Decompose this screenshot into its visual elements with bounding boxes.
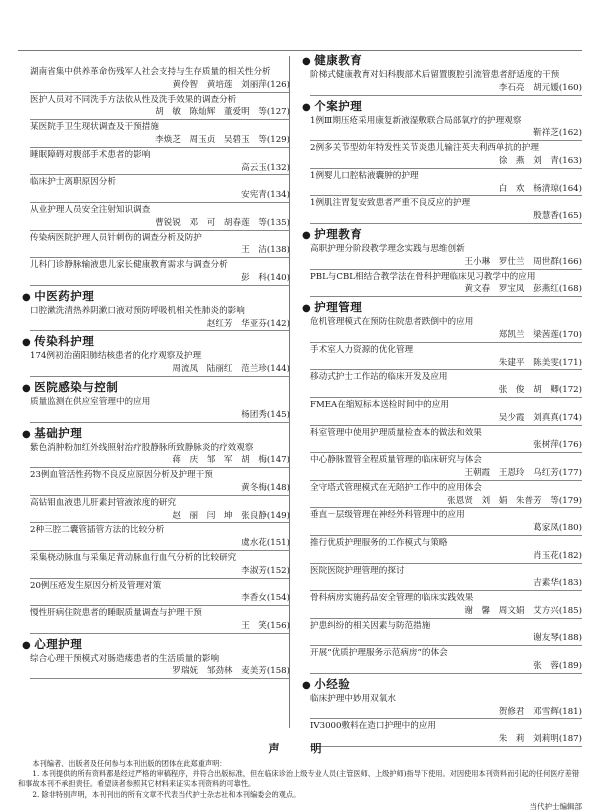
- toc-entry[interactable]: [22, 442, 290, 469]
- section-heading-label: 健康教育: [314, 53, 363, 67]
- entry-authors-page: 葛家凤(180): [310, 522, 582, 536]
- entry-title: 医护人员对不同洗手方法依从性及洗手效果的调查分析: [30, 94, 237, 105]
- entry-authors-page: 黄冬梅(148): [30, 482, 290, 496]
- entry-authors-page: 黄伶智 黄培莲 刘丽萍(126): [30, 79, 290, 93]
- toc-entry[interactable]: [302, 197, 582, 224]
- section-heading-label: 基础护理: [34, 425, 83, 440]
- entry-title: 1例Ⅲ期压疮采用康复新液湿敷联合局部氧疗的护理观察: [310, 115, 522, 126]
- toc-entry[interactable]: [22, 121, 290, 148]
- toc-entry[interactable]: [22, 204, 290, 231]
- entry-authors-page: 王 笑(156): [30, 620, 290, 634]
- entry-title: 阶梯式健康教育对妇科腹部术后留置腹腔引流管患者舒适度的干预: [310, 70, 560, 80]
- statement-body: [18, 759, 582, 800]
- entry-title: 中心静脉置管全程质量管理的临床研究与体会: [310, 455, 482, 466]
- entry-title: 从业护理人员安全注射知识调查: [30, 204, 151, 215]
- entry-authors-page: 李焕芝 周玉贞 吴碧玉 等(129): [30, 134, 290, 148]
- entry-authors-page: 曹锐锐 邓 可 胡春莲 等(135): [30, 217, 290, 231]
- bullet-icon: ●: [302, 303, 312, 315]
- entry-title: 睡眠障碍对腹部手术患者的影响: [30, 149, 151, 160]
- entry-title: 医院医院护理管理的探讨: [310, 565, 405, 576]
- entry-title: 综合心理干预模式对肠造瘘患者的生活质量的影响: [30, 653, 220, 664]
- entry-title: 移动式护士工作站的临床开发及应用: [310, 372, 448, 383]
- toc-entry[interactable]: [22, 580, 290, 607]
- toc-entry[interactable]: [302, 620, 582, 647]
- entry-authors-page: 肖玉花(182): [310, 550, 582, 564]
- entry-authors-page: 白 欢 杨清琼(164): [310, 183, 582, 197]
- toc-entry[interactable]: [22, 497, 290, 524]
- entry-authors-page: 朱 莉 刘莉明(187): [310, 733, 582, 747]
- bullet-icon: ●: [22, 639, 32, 651]
- entry-title: 护患纠纷的相关因素与防范措施: [310, 620, 431, 631]
- toc-entry[interactable]: [22, 396, 290, 423]
- entry-title: 采集桡动脉血与采集足背动脉血行血气分析的比较研究: [30, 552, 237, 563]
- entry-authors-page: 蒋 庆 邹 军 胡 梅(147): [30, 454, 290, 468]
- entry-title: 危机管理模式在预防住院患者跌倒中的应用: [310, 317, 474, 328]
- entry-authors-page: 王 洁(138): [30, 244, 290, 258]
- toc-entry[interactable]: [302, 170, 582, 197]
- entry-authors-page: 赵红芳 华亚芬(142): [30, 318, 290, 332]
- entry-authors-page: 虞水花(151): [30, 537, 290, 551]
- entry-title: 23例血管活性药物不良反应原因分析及护理干预: [30, 470, 213, 481]
- toc-entry[interactable]: [302, 142, 582, 169]
- toc-entry[interactable]: [22, 524, 290, 551]
- toc-entry[interactable]: [22, 653, 290, 680]
- section-heading: [22, 289, 290, 305]
- entry-title: 垂直－层级管理在神经外科管理中的应用: [310, 510, 465, 521]
- toc-entry[interactable]: [302, 344, 582, 371]
- entry-authors-page: 郑凯兰 梁茜莲(170): [310, 329, 582, 343]
- entry-title: 口腔漱洗清热养阴漱口液对预防呼吸机相关性肺炎的影响: [30, 305, 245, 316]
- entry-authors-page: 彭 科(140): [30, 272, 290, 286]
- section-heading-label: 个案护理: [314, 98, 363, 113]
- section-heading-label: 护理教育: [314, 226, 363, 241]
- toc-entry[interactable]: [302, 454, 582, 481]
- section-heading: [302, 53, 582, 69]
- entry-authors-page: 徐 燕 刘 青(163): [310, 155, 582, 169]
- entry-authors-page: 安宪青(134): [30, 189, 290, 203]
- entry-authors-page: 靳祥芝(162): [310, 127, 582, 141]
- entry-title: 临床护理中妙用双氧水: [310, 693, 396, 704]
- right-column: [302, 50, 582, 745]
- entry-authors-page: 王朝霞 王恩玲 乌红芳(177): [310, 467, 582, 481]
- entry-authors-page: 周流凤 陆丽红 范兰珍(144): [30, 363, 290, 377]
- entry-title: PBL与CBL相结合教学法在骨科护理临床见习教学中的应用: [310, 271, 536, 282]
- section-heading: [302, 677, 582, 693]
- statement-block: [18, 740, 582, 812]
- toc-entry[interactable]: [302, 271, 582, 298]
- entry-authors-page: 贺修君 邓雪辉(181): [310, 706, 582, 720]
- entry-authors-page: 李香女(154): [30, 592, 290, 606]
- section-heading: [302, 99, 582, 115]
- entry-authors-page: 殷慧香(165): [310, 210, 582, 224]
- bullet-icon: ●: [22, 291, 32, 303]
- entry-title: 儿科门诊静脉输液患儿家长健康教育需求与调查分析: [30, 260, 228, 271]
- toc-entry[interactable]: [22, 350, 290, 377]
- toc-columns: [22, 50, 582, 745]
- entry-authors-page: 张恩贤 刘 娟 朱普芳 等(179): [310, 495, 582, 509]
- entry-authors-page: 王小琳 罗仕兰 周世群(166): [310, 256, 582, 270]
- toc-entry[interactable]: [302, 565, 582, 592]
- entry-authors-page: 高云玉(132): [30, 162, 290, 176]
- entry-title: IV3000敷料在造口护理中的应用: [310, 721, 437, 732]
- section-heading: [302, 227, 582, 243]
- entry-authors-page: 朱建平 陈美雯(171): [310, 357, 582, 371]
- section-heading-label: 中医药护理: [34, 288, 95, 303]
- toc-entry[interactable]: [22, 607, 290, 634]
- entry-authors-page: 胡 敏 陈灿辉 董爱明 等(127): [30, 106, 290, 120]
- toc-entry[interactable]: [22, 305, 290, 332]
- toc-entry[interactable]: [302, 509, 582, 536]
- toc-entry[interactable]: [22, 259, 290, 286]
- entry-title: 高职护理分阶段教学理念实践与思维创新: [310, 243, 465, 254]
- entry-title: 手术室人力资源的优化管理: [310, 344, 414, 355]
- toc-entry[interactable]: [302, 69, 582, 96]
- section-heading: [22, 380, 290, 396]
- entry-authors-page: 吉素华(183): [310, 577, 582, 591]
- bullet-icon: ●: [22, 428, 32, 440]
- entry-title: 某医院手卫生现状调查及干预措施: [30, 122, 159, 133]
- toc-entry[interactable]: [22, 149, 290, 176]
- section-heading-label: 医院感染与控制: [34, 379, 119, 394]
- entry-title: 慢性肝病住院患者的睡眠质量调查与护理干预: [30, 608, 202, 619]
- entry-title: FMEA在缩短标本送检时间中的应用: [310, 399, 449, 410]
- toc-entry[interactable]: [302, 537, 582, 564]
- entry-authors-page: 杨团秀(145): [30, 409, 290, 423]
- toc-entry[interactable]: [22, 66, 290, 93]
- bullet-icon: ●: [22, 337, 32, 349]
- left-top-spacer: [22, 50, 290, 66]
- toc-entry[interactable]: [22, 469, 290, 496]
- statement-item: 2. 除非特别声明，本刊刊出的所有文章不代表当代护士杂志社和本刊编委会的观点。: [32, 789, 301, 799]
- entry-title: 2例多关节型幼年特发性关节炎患儿输注英夫利西单抗的护理: [310, 143, 539, 154]
- entry-authors-page: 张树萍(176): [310, 439, 582, 453]
- entry-authors-page: 谢 馨 周文娟 艾方兴(185): [310, 605, 582, 619]
- statement-item: 1. 本刊提供的所有资料都是经过严格的审稿程序，并符合出版标准，但在临床诊治上级专业人员(主管医师、上级护师)指导下使用。对因使用本刊资料而引起的任何医疗差错和事故本刊不承担责任。希望读者参照其它材料来证实本刊资料的可靠性。: [18, 769, 580, 789]
- section-heading-label: 传染科护理: [34, 334, 95, 349]
- toc-entry[interactable]: [302, 115, 582, 142]
- entry-title: 质量监测在供应室管理中的应用: [30, 396, 151, 407]
- entry-authors-page: 罗瑞妩 邹劲林 麦美芳(158): [30, 665, 290, 679]
- toc-entry[interactable]: [302, 243, 582, 270]
- entry-title: 传染病医院护理人员针刺伤的调查分析及防护: [30, 232, 202, 243]
- entry-authors-page: 李石亮 胡元媛(160): [310, 82, 582, 96]
- entry-title: 科室管理中使用护理质量检查本的做法和效果: [310, 427, 482, 438]
- bullet-icon: ●: [302, 229, 312, 241]
- section-heading-label: 心理护理: [34, 636, 83, 651]
- entry-title: 临床护士离职原因分析: [30, 177, 116, 188]
- entry-authors-page: 吴少霞 刘真真(174): [310, 412, 582, 426]
- toc-entry[interactable]: [22, 232, 290, 259]
- toc-entry[interactable]: [22, 94, 290, 121]
- toc-entry[interactable]: [302, 647, 582, 674]
- entry-title: 174例初治菌阳肺结核患者的化疗观察及护理: [30, 351, 202, 362]
- toc-entry[interactable]: [302, 371, 582, 398]
- section-heading: [22, 426, 290, 442]
- toc-entry[interactable]: [22, 176, 290, 203]
- toc-entry[interactable]: [302, 399, 582, 426]
- toc-entry[interactable]: [302, 693, 582, 720]
- entry-authors-page: 李淑芳(152): [30, 565, 290, 579]
- statement-title: 声 明: [268, 742, 332, 755]
- entry-title: 20例压疮发生原因分析及管理对策: [30, 580, 162, 591]
- entry-title: 全守塔式管理模式在无陪护工作中的应用体会: [310, 482, 482, 493]
- entry-title: 高钻钼血液患儿肝素封管液浓度的研究: [30, 497, 177, 508]
- toc-entry[interactable]: [302, 427, 582, 454]
- section-heading: [22, 334, 290, 350]
- entry-title: 紫色消肿粉加红外线照射治疗股静脉所致静脉炎的疗效观察: [30, 442, 254, 453]
- bullet-icon: ●: [302, 679, 312, 691]
- entry-authors-page: 赵 丽 闫 坤 张良静(149): [30, 510, 290, 524]
- section-heading: [22, 637, 290, 653]
- toc-entry[interactable]: [302, 592, 582, 619]
- entry-authors-page: 黄文春 罗宝凤 彭燕红(168): [310, 283, 582, 297]
- toc-entry[interactable]: [302, 316, 582, 343]
- entry-title: 开展“优质护理服务示范病房”的体会: [310, 648, 448, 659]
- left-column: [22, 50, 290, 728]
- bullet-icon: ●: [22, 382, 32, 394]
- entry-title: 湖南省集中供养革命伤残军人社会支持与生存质量的相关性分析: [30, 67, 271, 77]
- statement-signature: 当代护士编辑部: [529, 801, 582, 811]
- section-heading-label: 小经验: [314, 676, 351, 691]
- entry-authors-page: 张 蓉(189): [310, 660, 582, 674]
- statement-intro: 本刊编者、出版者及任何参与本刊出版的团体在此郑重声明：: [32, 759, 227, 768]
- toc-entry[interactable]: [22, 552, 290, 579]
- section-heading-label: 护理管理: [314, 300, 363, 315]
- entry-authors-page: 张 俊 胡 卿(172): [310, 384, 582, 398]
- section-heading: [302, 300, 582, 316]
- entry-title: 1例肌注胃复安致患者严重不良反应的护理: [310, 198, 471, 209]
- entry-title: 1例婴儿口腔粘液囊肿的护理: [310, 170, 419, 181]
- entry-authors-page: 谢友琴(188): [310, 632, 582, 646]
- entry-title: 骨科病房实施药品安全管理的临床实践效果: [310, 593, 474, 604]
- bullet-icon: ●: [302, 101, 312, 113]
- entry-title: 推行优质护理服务的工作模式与策略: [310, 537, 448, 548]
- toc-entry[interactable]: [302, 482, 582, 509]
- entry-title: 2种三腔二囊管插管方法的比较分析: [30, 525, 165, 536]
- bullet-icon: ●: [302, 56, 312, 67]
